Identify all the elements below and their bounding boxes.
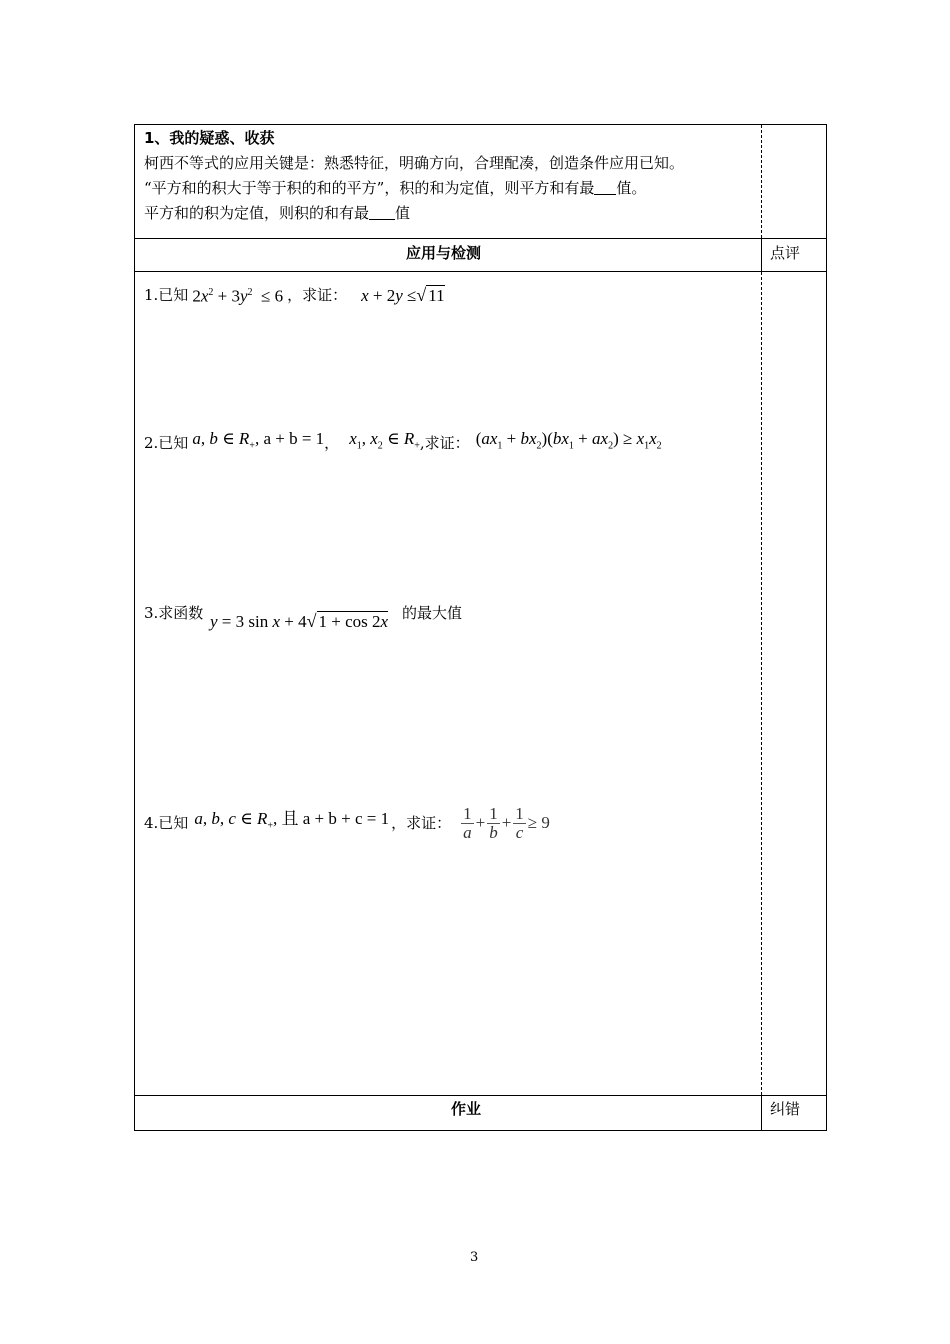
problem-1 bbox=[144, 282, 445, 308]
row-separator-2 bbox=[134, 271, 827, 272]
problem-1-goal: x + 2y ≤√ 11 bbox=[361, 284, 445, 305]
fraction-1-over-b: $\frac{1}{b}$ bbox=[489, 803, 498, 842]
line-2-text: “平方和的积大于等于积的和的平方”，积的和为定值，则平方和有最 bbox=[144, 179, 595, 197]
problem-2-prefix: 2.已知 bbox=[144, 434, 189, 452]
problem-2-goal: $(ax_1 + bx_2)(bx_1 + ax_2) \ge x_1x_2$ bbox=[475, 429, 662, 452]
section-text-line-3 bbox=[144, 203, 410, 223]
fill-blank bbox=[594, 180, 616, 195]
problem-4 bbox=[144, 798, 550, 848]
problem-2 bbox=[144, 428, 662, 458]
row-separator-3 bbox=[134, 1095, 827, 1096]
problem-1-prefix: 1.已知 bbox=[144, 286, 189, 304]
line-3-text: 平方和的积为定值，则积的和有最 bbox=[144, 204, 370, 222]
section-title: 1、我的疑惑、收获 bbox=[144, 129, 275, 147]
table-left-border bbox=[134, 124, 135, 1131]
table-top-border bbox=[134, 124, 827, 125]
homework-header: 作业 bbox=[451, 1100, 482, 1118]
fill-blank bbox=[369, 205, 395, 220]
problem-2-separator: ， bbox=[324, 434, 340, 452]
problem-1-mid: ，求证： bbox=[287, 286, 348, 304]
problem-3-suffix: 的最大值 bbox=[402, 604, 463, 622]
table-right-border bbox=[826, 124, 827, 1131]
line-3-end: 值 bbox=[395, 204, 411, 222]
row-separator-1 bbox=[134, 238, 827, 239]
section-text-line-2 bbox=[144, 178, 646, 198]
column-divider bbox=[761, 1095, 762, 1130]
problem-2-mid: ,求证： bbox=[419, 434, 470, 452]
problem-4-condition: a, b, c ∈ $R_+$, 且 a + b + c = 1 bbox=[194, 809, 390, 832]
comment-header: 点评 bbox=[770, 244, 801, 262]
fraction-1-over-a: $\frac{1}{a}$ bbox=[463, 803, 472, 842]
problem-4-goal: $\frac{1}{a}$ + $\frac{1}{b}$ + $\frac{1}{c}$ ≥ 9 bbox=[463, 803, 550, 842]
column-divider-dashed bbox=[761, 272, 762, 1095]
problem-2-condition-2: $x_1$, $x_2$ ∈ $R_+$ bbox=[349, 429, 420, 452]
problem-3-function: y = 3 sin x + 4√ 1 + cos 2x bbox=[210, 611, 389, 631]
page-number: 3 bbox=[470, 1250, 479, 1265]
problem-4-mid: ，求证： bbox=[391, 814, 452, 832]
apply-header: 应用与检测 bbox=[406, 244, 482, 262]
line-2-end: 值。 bbox=[616, 179, 647, 197]
column-divider-dashed bbox=[761, 125, 762, 238]
table-bottom-border bbox=[134, 1130, 827, 1131]
correction-header: 纠错 bbox=[770, 1100, 801, 1118]
problem-1-condition: $2x^2 + 3y^2 \le 6$ bbox=[192, 286, 284, 306]
problem-3-prefix: 3.求函数 bbox=[144, 604, 204, 622]
section-text-line-1: 柯西不等式的应用关键是：熟悉特征，明确方向，合理配凑，创造条件应用已知。 bbox=[144, 154, 685, 172]
problem-2-condition-1: a, b ∈ $R_+$, a + b = 1 bbox=[192, 429, 325, 452]
problem-4-prefix: 4.已知 bbox=[144, 814, 189, 832]
fraction-1-over-c: $\frac{1}{c}$ bbox=[515, 803, 524, 842]
column-divider bbox=[761, 238, 762, 271]
